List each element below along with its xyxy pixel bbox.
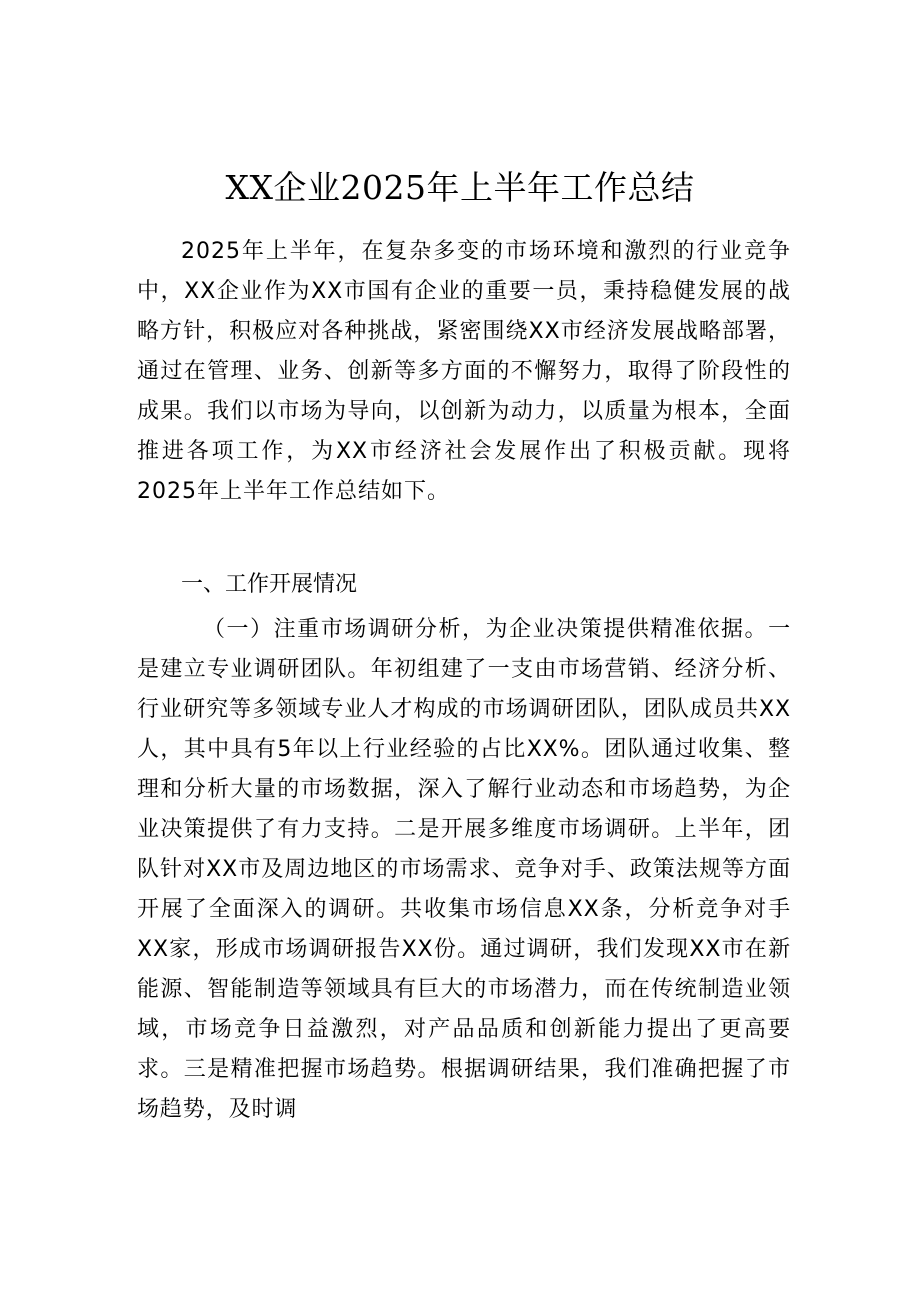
document-title: XX企业2025年上半年工作总结: [225, 168, 695, 207]
section-heading-work-progress: 一、工作开展情况: [181, 572, 358, 597]
intro-paragraph: 2025年上半年，在复杂多变的市场环境和激烈的行业竞争中，XX企业作为XX市国有企业的重要一员，秉持稳健发展的战略方针，积极应对各种挑战，紧密围绕XX市经济发展战略部署，通过在管理、业务、创新等多方面的不懈努力，取得了阶段性的成果。我们以市场为导向，以创新为动力，以质量为根本，全面推进各项工作，为XX市经济社会发展作出了积极贡献。现将2025年上半年工作总结如下。: [137, 239, 791, 504]
section-1-paragraph: （一）注重市场调研分析，为企业决策提供精准依据。一是建立专业调研团队。年初组建了一支由市场营销、经济分析、行业研究等多领域专业人才构成的市场调研团队，团队成员共XX人，其中具有5年以上行业经验的占比XX%。团队通过收集、整理和分析大量的市场数据，深入了解行业动态和市场趋势，为企业决策提供了有力支持。二是开展多维度市场调研。上半年，团队针对XX市及周边地区的市场需求、竞争对手、政策法规等方面开展了全面深入的调研。共收集市场信息XX条，分析竞争对手XX家，形成市场调研报告XX份。通过调研，我们发现XX市在新能源、智能制造等领域具有巨大的市场潜力，而在传统制造业领域，市场竞争日益激烈，对产品品质和创新能力提出了更高要求。三是精准把握市场趋势。根据调研结果，我们准确把握了市场趋势，及时调: [137, 617, 791, 1122]
